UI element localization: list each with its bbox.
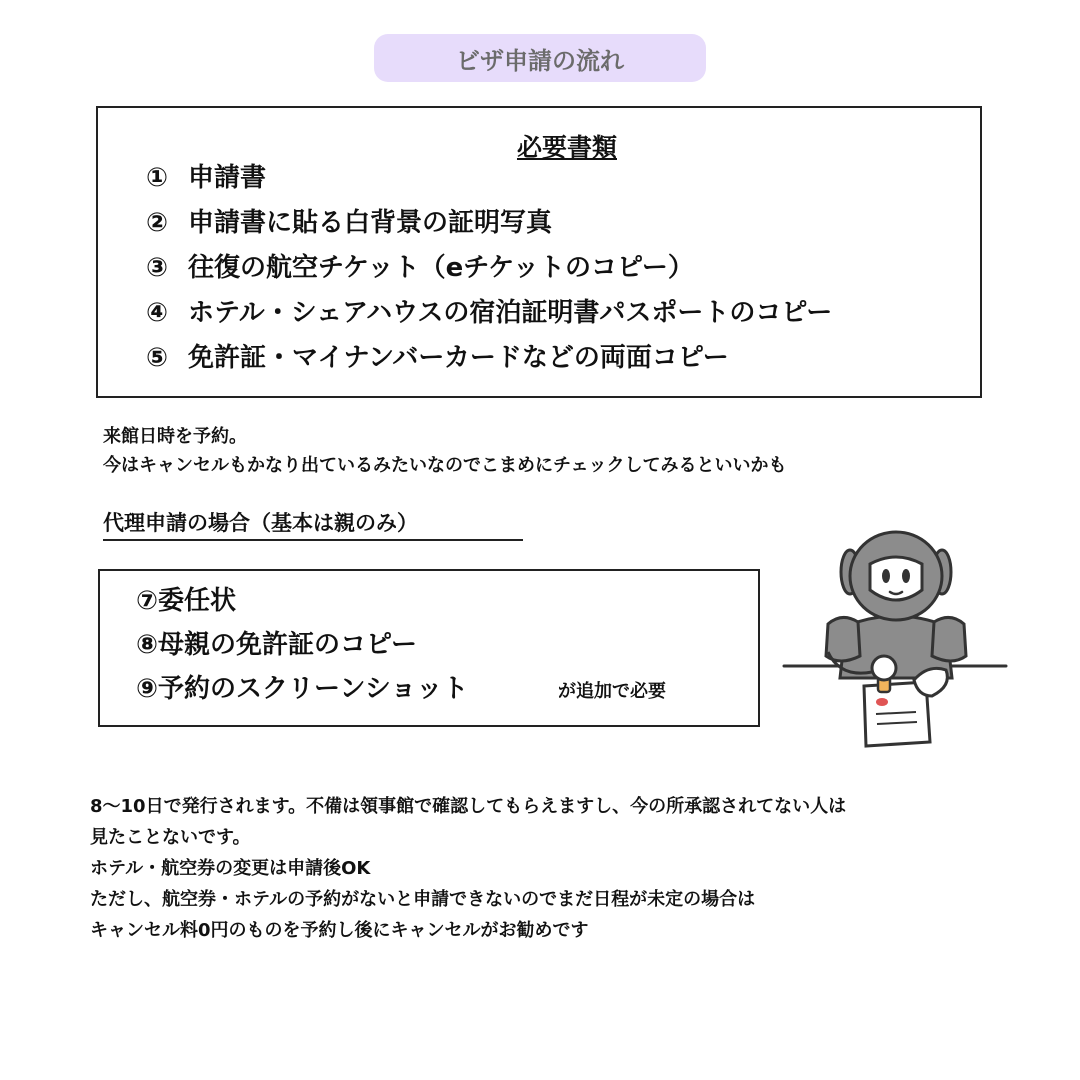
list-item [146, 201, 832, 246]
item-text: 免許証・マイナンバーカードなどの両面コピー [188, 343, 729, 373]
required-documents-box [96, 106, 982, 398]
reservation-note [103, 422, 786, 480]
list-item: ⑧母親の免許証のコピー [136, 630, 417, 660]
item-number: ③ [146, 253, 169, 283]
list-item [146, 246, 832, 291]
item-number: ② [146, 208, 169, 238]
info-line: 8〜10日で発行されます。不備は領事館で確認してもらえますし、今の所承認されてない人は [90, 796, 847, 817]
note-line: 来館日時を予約。 [103, 426, 247, 447]
item-number: ④ [146, 298, 169, 328]
page-title: ビザ申請の流れ [456, 46, 624, 75]
item-text: 往復の航空チケット（eチケットのコピー） [188, 253, 694, 283]
additional-required-note: が追加で必要 [558, 681, 666, 702]
note-line: 今はキャンセルもかなり出ているみたいなのでこまめにチェックしてみるといいかも [103, 455, 787, 476]
robot-with-document-icon [780, 528, 1010, 750]
proxy-application-heading: 代理申請の場合（基本は親のみ） [103, 507, 523, 541]
list-item [146, 156, 832, 201]
item-text: ホテル・シェアハウスの宿泊証明書パスポートのコピー [188, 298, 833, 328]
item-text: 申請書に貼る白背景の証明写真 [188, 208, 553, 238]
item-number: ⑤ [146, 343, 169, 373]
required-documents-heading: 必要書類 [516, 133, 617, 162]
info-line: キャンセル料0円のものを予約し後にキャンセルがお勧めです [90, 920, 589, 941]
list-item: ⑨予約のスクリーンショット [136, 674, 469, 704]
page-title-pill [374, 34, 706, 82]
info-line: ホテル・航空券の変更は申請後OK [90, 858, 371, 879]
proxy-documents-box [98, 569, 760, 727]
info-line: 見たことないです。 [90, 827, 251, 848]
issuance-info [90, 791, 846, 946]
required-documents-list [146, 156, 832, 381]
item-number: ① [146, 163, 169, 193]
list-item [146, 291, 832, 336]
item-text: 申請書 [188, 163, 267, 193]
info-line: ただし、航空券・ホテルの予約がないと申請できないのでまだ日程が未定の場合は [90, 889, 756, 910]
proxy-documents-list [136, 579, 468, 711]
list-item [146, 336, 832, 381]
list-item: ⑦委任状 [136, 586, 237, 616]
